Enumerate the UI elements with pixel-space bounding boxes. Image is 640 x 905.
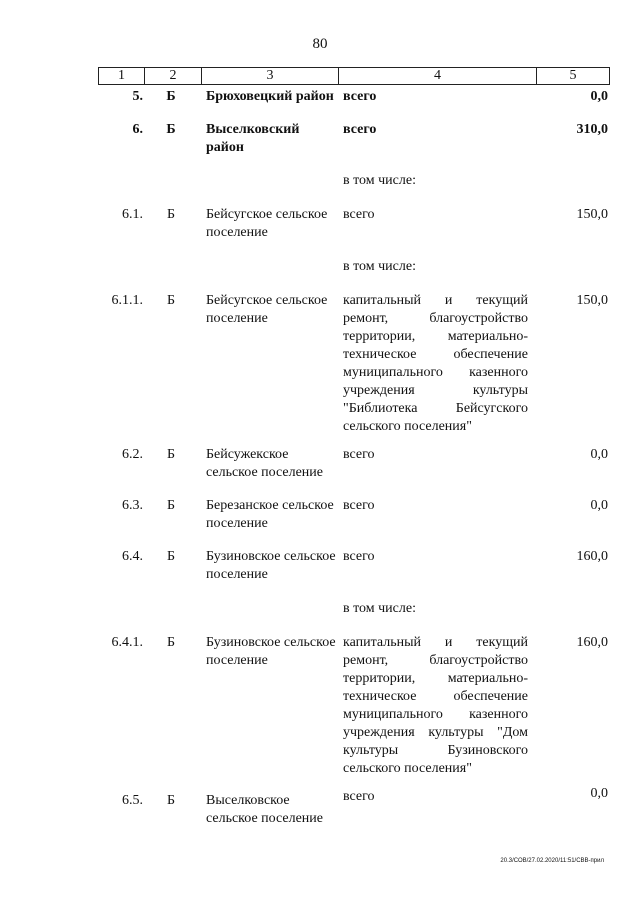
header-col-3: 3: [202, 68, 339, 84]
row-type: Б: [166, 793, 176, 808]
row-description: всего: [343, 789, 375, 804]
row-number: 6.: [132, 122, 143, 137]
row-name: Выселковский район: [206, 122, 300, 155]
row-description: капитальный и текущий ремонт, благоустройство территории, материально-техническое обеспечение муниципального казенного учреждения культуры "Дом культуры Бузиновского сельского поселения": [343, 635, 528, 776]
row-type: Б: [166, 207, 176, 222]
row-value: 160,0: [576, 635, 608, 650]
row-type: Б: [166, 293, 176, 308]
row-description: в том числе:: [343, 173, 416, 188]
row-type: Б: [166, 549, 176, 564]
row-name: Бузиновское сельское поселение: [206, 635, 336, 668]
row-type: Б: [166, 498, 176, 513]
row-description: всего: [343, 498, 375, 513]
row-number: 6.3.: [122, 498, 143, 513]
row-type: Б: [166, 122, 176, 137]
row-description: всего: [343, 447, 375, 462]
row-name: Бейсужекское сельское поселение: [206, 447, 323, 480]
row-number: 6.1.1.: [111, 293, 143, 308]
row-value: 150,0: [576, 293, 608, 308]
row-name: Выселковское сельское поселение: [206, 793, 323, 826]
row-value: 310,0: [576, 122, 608, 137]
document-footer-code: 20.3/СОВ/27.02.2020/11:51/СВВ-прил: [500, 858, 604, 864]
row-name: Бузиновское сельское поселение: [206, 549, 336, 582]
row-number: 6.5.: [122, 793, 143, 808]
row-type: Б: [166, 635, 176, 650]
table-header: [98, 67, 610, 85]
row-value: 150,0: [576, 207, 608, 222]
row-name: Брюховецкий район: [206, 89, 334, 104]
row-description: в том числе:: [343, 259, 416, 274]
row-description: капитальный и текущий ремонт, благоустройство территории, материально-техническое обеспечение муниципального казенного учреждения культуры "Библиотека Бейсугского сельского поселения": [343, 293, 528, 434]
row-value: 0,0: [590, 447, 608, 462]
row-number: 6.1.: [122, 207, 143, 222]
row-description: всего: [343, 122, 377, 137]
header-col-5: 5: [569, 68, 577, 83]
row-number: 5.: [132, 89, 143, 104]
header-col-2: 2: [145, 68, 202, 84]
row-name: Березанское сельское поселение: [206, 498, 334, 531]
row-type: Б: [166, 447, 176, 462]
row-description: всего: [343, 89, 377, 104]
row-value: 0,0: [590, 89, 608, 104]
row-number: 6.4.1.: [111, 635, 143, 650]
row-value: 0,0: [590, 498, 608, 513]
row-value: 0,0: [590, 786, 608, 801]
row-number: 6.4.: [122, 549, 143, 564]
page-number: 80: [312, 36, 328, 52]
row-type: Б: [166, 89, 176, 104]
row-description: всего: [343, 207, 375, 222]
row-description: всего: [343, 549, 375, 564]
row-name: Бейсугское сельское поселение: [206, 207, 328, 240]
row-value: 160,0: [576, 549, 608, 564]
row-description: в том числе:: [343, 601, 416, 616]
row-number: 6.2.: [122, 447, 143, 462]
header-col-1: 1: [99, 68, 145, 84]
header-col-4: 4: [339, 68, 537, 84]
row-name: Бейсугское сельское поселение: [206, 293, 328, 326]
